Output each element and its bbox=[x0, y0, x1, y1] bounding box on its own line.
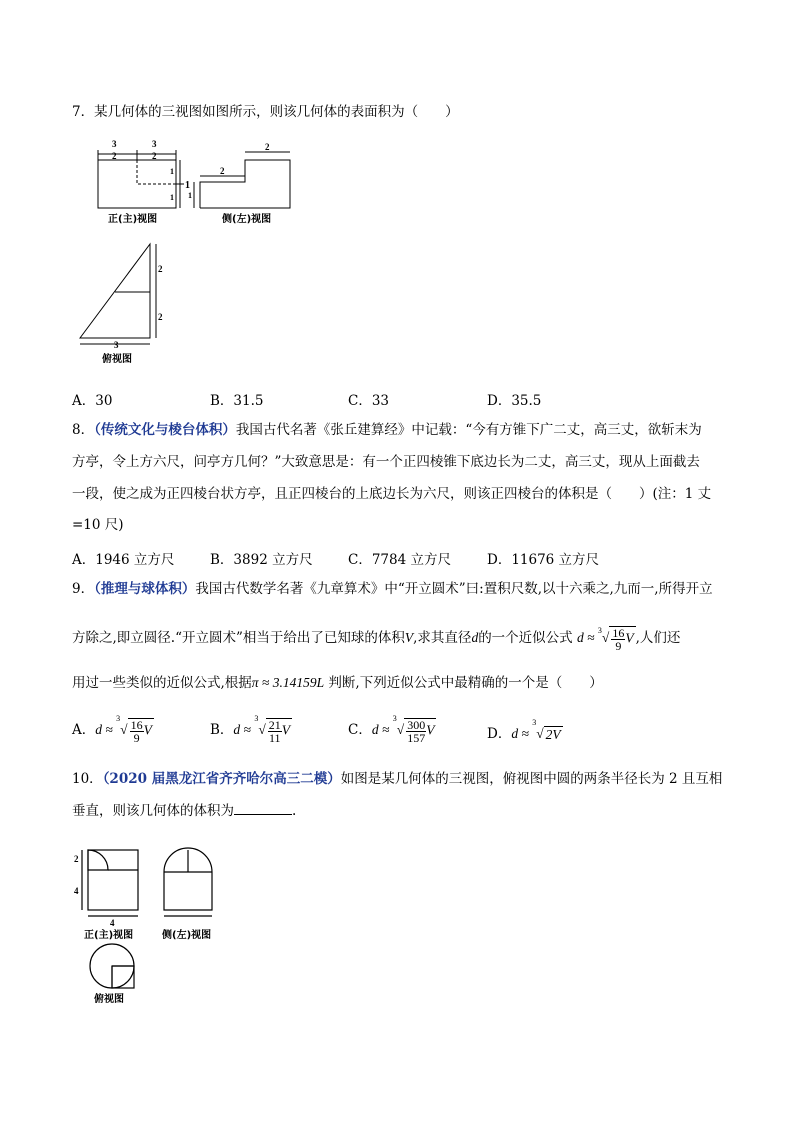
q7-dim-b-den: 2 bbox=[152, 151, 157, 161]
q7-dim-h2: 1 bbox=[170, 193, 174, 202]
q7-side-dim-left: 1 bbox=[188, 191, 192, 200]
q9-var-d: d bbox=[471, 630, 479, 646]
q7-side-dim-top: 2 bbox=[265, 142, 270, 152]
q8-option-b[interactable]: B．3892 立方尺 bbox=[210, 552, 313, 568]
q7-top-triangle bbox=[80, 244, 150, 338]
q10-num: 10． bbox=[72, 771, 103, 787]
q9-line1-text: 我国古代数学名著《九章算术》中“开立圆术”曰:置积尺数,以十六乘之,九而一,所得开立 bbox=[195, 581, 713, 597]
q7-top-dim-bottom: 3 bbox=[114, 340, 119, 350]
q8-option-d[interactable]: D．11676 立方尺 bbox=[487, 552, 600, 568]
q9-option-d[interactable]: D．d ≈ $^3$√ 2V bbox=[487, 718, 561, 743]
q7-front-side-views bbox=[90, 140, 300, 225]
q7-dim-b-num: 3 bbox=[152, 140, 157, 149]
q9-line1 bbox=[72, 580, 713, 598]
q9-tag: （推理与球体积） bbox=[94, 581, 196, 597]
q10-dim-left: 4 bbox=[74, 886, 79, 896]
q10-line2-text: 垂直，则该几何体的体积为 bbox=[72, 803, 234, 819]
q7-option-a[interactable]: A．30 bbox=[72, 393, 113, 409]
q7-top-dim-a: 2 bbox=[158, 264, 163, 274]
q8-line2: 方亭，令上方六尺，问亭方几何？”大致意思是：有一个正四棱锥下底边长为二丈，高三丈，现从上面截去 bbox=[72, 454, 700, 470]
q7-option-b[interactable]: B．31.5 bbox=[210, 393, 264, 409]
q10-dim-top: 2 bbox=[74, 854, 79, 864]
q10-front-caption: 正(主)视图 bbox=[84, 930, 134, 941]
q7-dim-a-den: 2 bbox=[112, 151, 117, 161]
q7-side-dim-mid: 2 bbox=[220, 166, 225, 176]
q10-side-caption: 侧(左)视图 bbox=[162, 930, 212, 941]
q8-num: 8． bbox=[72, 422, 95, 438]
q9-line2d: ,人们还 bbox=[635, 630, 681, 647]
q9-formula: d ≈ $^3$√ $\frac{16}{9}$ V bbox=[576, 626, 634, 653]
q9-num: 9． bbox=[72, 581, 95, 597]
q10-answer-blank[interactable] bbox=[234, 802, 292, 815]
q7-side-outline bbox=[200, 160, 290, 208]
q10-front-outline bbox=[88, 850, 138, 910]
q10-top-caption: 俯视图 bbox=[94, 994, 124, 1005]
q7-top-view bbox=[70, 240, 170, 368]
q8-line3: 一段，使之成为正四棱台状方亭，且正四棱台的上底边长为六尺，则该正四棱台的体积是（ ）(注：1 丈 bbox=[72, 486, 712, 502]
q9-line3a: 用过一些类似的近似公式,根据 bbox=[72, 675, 252, 691]
q10-tag: （2020 届黑龙江省齐齐哈尔高三二模） bbox=[102, 771, 341, 787]
q9-line2b: ,求其直径 bbox=[413, 630, 472, 647]
q7-option-d[interactable]: D．35.5 bbox=[487, 393, 542, 409]
q9-option-b[interactable]: B．d ≈ $^3$√ $\frac{21}{11}$ V bbox=[210, 714, 291, 745]
q7-top-dim-b: 2 bbox=[158, 312, 163, 322]
q7-side-caption: 侧(左)视图 bbox=[222, 214, 272, 225]
q10-line1 bbox=[72, 770, 722, 788]
q7-dim-right: 1 bbox=[185, 180, 190, 191]
q9-line2c: 的一个近似公式 bbox=[478, 630, 573, 647]
q10-line1-text: 如图是某几何体的三视图，俯视图中圆的两条半径长为 2 且互相 bbox=[340, 771, 723, 787]
q7-front-caption: 正(主)视图 bbox=[108, 214, 158, 225]
q8-line1-text: 我国古代名著《张丘建算经》中记载：“今有方锥下广二丈，高三丈，欲斩末为 bbox=[235, 422, 702, 438]
q10-line2: 垂直，则该几何体的体积为 . bbox=[72, 803, 297, 819]
q9-line3 bbox=[72, 674, 603, 692]
q7-dim-a-num: 3 bbox=[112, 140, 117, 149]
q8-option-a[interactable]: A．1946 立方尺 bbox=[72, 552, 175, 568]
q8-line4: =10 尺) bbox=[72, 517, 124, 533]
q9-line2 bbox=[72, 626, 680, 652]
q9-var-v: V bbox=[404, 630, 414, 646]
q8-option-c[interactable]: C．7784 立方尺 bbox=[348, 552, 451, 568]
q7-top-caption: 俯视图 bbox=[102, 354, 132, 365]
q7-text: 7．某几何体的三视图如图所示，则该几何体的表面积为（ ） bbox=[72, 104, 459, 120]
q8-line1 bbox=[72, 421, 702, 439]
q9-pi: π ≈ 3.14159L bbox=[251, 675, 325, 690]
q8-tag: （传统文化与棱台体积） bbox=[94, 422, 236, 438]
q10-dim-bottom: 4 bbox=[110, 918, 115, 928]
q10-three-views bbox=[72, 842, 232, 1007]
q7-dim-h1: 1 bbox=[170, 167, 174, 176]
q9-line2a: 方除之,即立圆径.“开立圆术”相当于给出了已知球的体积 bbox=[72, 630, 405, 647]
q9-line3b: 判断,下列近似公式中最精确的一个是（ ） bbox=[328, 675, 603, 691]
q9-option-a[interactable]: A．d ≈ $^3$√ $\frac{16}{9}$ V bbox=[72, 714, 152, 745]
q9-option-c[interactable]: C．d ≈ $^3$√ $\frac{300}{157}$ V bbox=[348, 714, 435, 745]
q7-option-c[interactable]: C．33 bbox=[348, 393, 390, 409]
